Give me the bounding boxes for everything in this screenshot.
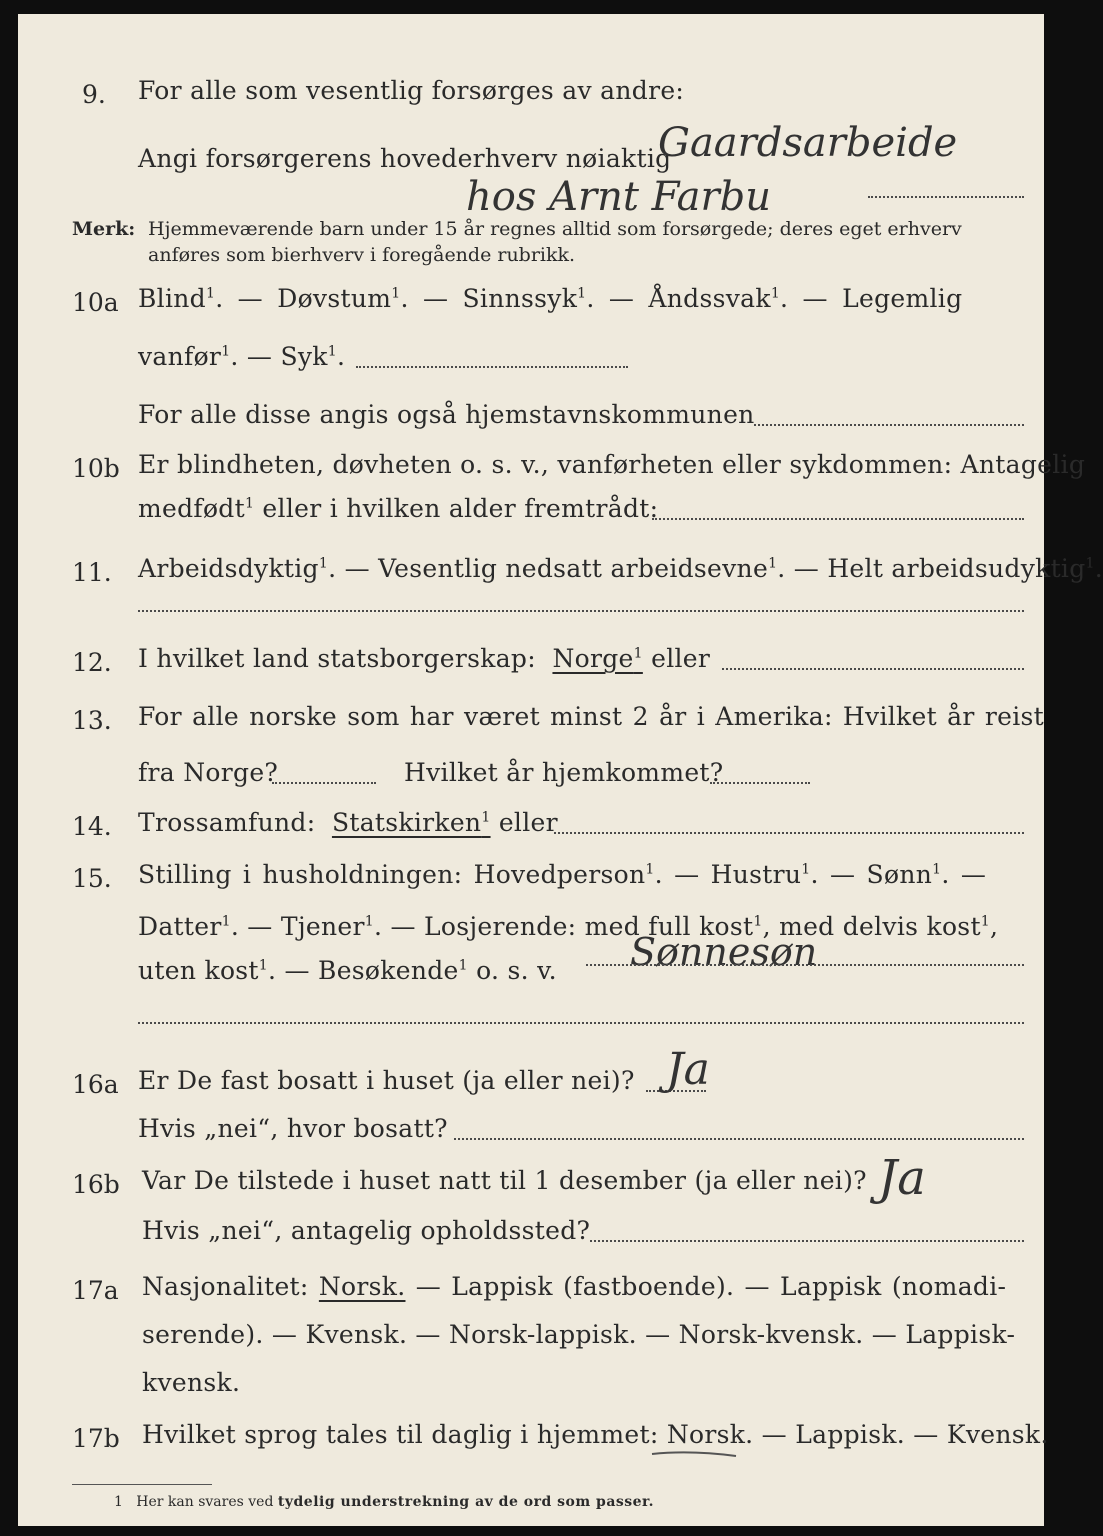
q17b-line: Hvilket sprog tales til daglig i hjemmet: Norsk. — Lappisk. — Kvensk. (142, 1420, 1049, 1449)
q16b-line2-dots (590, 1240, 1024, 1242)
q17a-line1: Nasjonalitet: Norsk. — Lappisk (fastboende). — Lappisk (nomadi- (142, 1272, 1007, 1301)
q16b-answer: Ja (878, 1150, 926, 1206)
q16b-number: 16b (72, 1170, 120, 1199)
q17a-line2: serende). — Kvensk. — Norsk-lappisk. — Norsk-kvensk. — Lappisk- (142, 1320, 1016, 1349)
q10a-line3-dots (754, 424, 1024, 426)
q17b-number: 17b (72, 1424, 120, 1453)
q13-dots-reist (272, 782, 376, 784)
q15-extra-dots (138, 1022, 1024, 1024)
q15-line2: Datter$^1$. — Tjener$^1$. — Losjerende: med full kost$^1$, med delvis kost$^1$, (138, 912, 999, 941)
q10a-opt-blind: Blind (138, 284, 206, 313)
q10a-line3: For alle disse angis også hjemstavnskommunen (138, 400, 755, 429)
q10b-line2: medfødt$^1$ eller i hvilken alder fremtrådt: (138, 494, 659, 523)
q9-line2: Angi forsørgerens hovederhverv nøiaktig (138, 144, 672, 173)
q9-answer-line (868, 196, 1024, 198)
q11-number: 11. (72, 558, 112, 587)
q16b-line1: Var De tilstede i huset natt til 1 desember (ja eller nei)? (142, 1166, 867, 1195)
q12-line: I hvilket land statsborgerskap: Norge$^1$ eller (138, 644, 711, 673)
q9-answer-occupation: Gaardsarbeide (658, 120, 958, 166)
merk-line1: Hjemmeværende barn under 15 år regnes alltid som forsørgede; deres eget erhverv (148, 218, 962, 240)
merk-label: Merk: (72, 218, 136, 240)
q16a-line2-dots (454, 1138, 1024, 1140)
q16a-answer: Ja (666, 1044, 710, 1095)
q17a-number: 17a (72, 1276, 119, 1305)
q15-answer: Sønnesøn (630, 930, 818, 974)
q9-number: 9. (82, 80, 106, 109)
q16a-line2: Hvis „nei“, hvor bosatt? (138, 1114, 448, 1143)
q13-dots-hjemkommet (710, 782, 810, 784)
q11-dots (138, 610, 1024, 612)
q16a-line1: Er De fast bosatt i huset (ja eller nei)? (138, 1066, 635, 1095)
q10b-line1: Er blindheten, døvheten o. s. v., vanførheten eller sykdommen: Antagelig (138, 450, 1086, 479)
q17b-handwritten-underline (650, 1448, 740, 1460)
q15-number: 15. (72, 864, 112, 893)
q15-line3-dots (586, 964, 1024, 966)
q16b-line2: Hvis „nei“, antagelig opholdssted? (142, 1216, 591, 1245)
q14-option-statskirken: Statskirken$^1$ (331, 808, 491, 837)
q12-option-norge: Norge$^1$ (552, 644, 643, 673)
q10a-line1: Blind$^1$. — Døvstum$^1$. — Sinnssyk$^1$. — Åndssvak$^1$. — Legemlig (138, 284, 963, 313)
q16a-number: 16a (72, 1070, 119, 1099)
q9-line1: For alle som vesentlig forsørges av andre: (138, 76, 685, 105)
q14-dots (554, 832, 1024, 834)
q12-dots (722, 668, 1024, 670)
census-form-page (18, 14, 1103, 1526)
q17a-option-norsk: Norsk. (318, 1272, 406, 1301)
q9-answer-provider: hos Arnt Farbu (466, 174, 772, 220)
q10b-dots (652, 518, 1024, 520)
q14-line: Trossamfund: Statskirken$^1$ eller (138, 808, 558, 837)
merk-line2: anføres som bierhverv i foregående rubrikk. (148, 244, 576, 266)
q11-line: Arbeidsdyktig$^1$. — Vesentlig nedsatt arbeidsevne$^1$. — Helt arbeidsudyktig$^1$. (138, 554, 1103, 583)
footnote: 1 Her kan svares ved tydelig understrekning av de ord som passer. (114, 1494, 655, 1510)
q10a-number: 10a (72, 288, 119, 317)
q10b-number: 10b (72, 454, 120, 483)
q10a-line2-dots (356, 366, 628, 368)
q10a-line2: vanfør$^1$. — Syk$^1$. (138, 342, 346, 371)
q14-number: 14. (72, 812, 112, 841)
q13-line1: For alle norske som har været minst 2 år i Amerika: Hvilket år reist (138, 702, 1045, 731)
q12-number: 12. (72, 648, 112, 677)
q13-line2a: fra Norge? (138, 758, 279, 787)
footnote-rule (72, 1484, 212, 1485)
q13-line2b: Hvilket år hjemkommet? (404, 758, 724, 787)
q17a-line3: kvensk. (142, 1368, 241, 1397)
q17b-option-norsk: Norsk. (666, 1420, 754, 1449)
q15-line1: Stilling i husholdningen: Hovedperson$^1$. — Hustru$^1$. — Sønn$^1$. — (138, 860, 987, 889)
q13-number: 13. (72, 706, 112, 735)
q15-line3: uten kost$^1$. — Besøkende$^1$ o. s. v. (138, 956, 557, 985)
